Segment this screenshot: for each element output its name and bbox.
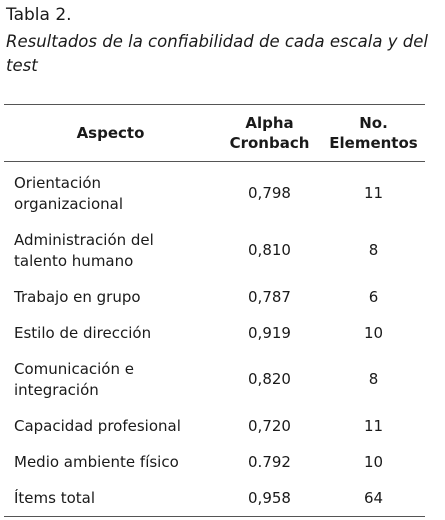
header-no-elementos: [322, 105, 425, 162]
header-aspecto-text: Aspecto: [76, 124, 145, 142]
header-row: [4, 105, 425, 162]
cell-aspecto: Ítems total: [14, 488, 96, 507]
header-aspecto: [4, 105, 217, 162]
cell-alpha: 0,820: [248, 370, 291, 388]
cell-elementos: 6: [368, 287, 379, 306]
table-title: Resultados de la confiabilidad de cada escala y del test: [6, 32, 428, 75]
header-alpha-line2: Cronbach: [229, 134, 310, 152]
cell-elementos: 11: [363, 184, 384, 202]
header-elem-line2: Elementos: [329, 134, 418, 152]
header-elem-line1: No.: [359, 114, 388, 132]
cell-elementos: 8: [368, 370, 379, 388]
header-alpha-cronbach: [217, 105, 322, 162]
cell-alpha: 0,810: [248, 241, 291, 259]
aspecto-line1: Administración del: [14, 230, 154, 249]
cell-aspecto: Capacidad profesional: [14, 416, 181, 435]
cell-aspecto: Medio ambiente físico: [14, 452, 179, 471]
table-row-total: [4, 480, 425, 517]
table-label: Tabla 2.: [6, 5, 72, 25]
table-header: [4, 105, 425, 162]
cell-aspecto: [4, 162, 217, 223]
aspecto-line2: integración: [14, 380, 99, 399]
table-row: [4, 222, 425, 279]
cell-alpha: 0,787: [248, 287, 291, 306]
cell-alpha: 0,958: [248, 488, 291, 507]
cell-alpha: 0.792: [248, 452, 291, 471]
cell-alpha: 0,919: [248, 323, 291, 342]
cell-aspecto: [4, 222, 217, 279]
cell-elementos: 64: [363, 488, 384, 507]
table-row: [4, 408, 425, 444]
table-row: [4, 279, 425, 315]
aspecto-line1: Orientación: [14, 173, 102, 192]
table-row: [4, 315, 425, 351]
table-row: [4, 351, 425, 408]
cell-alpha: 0,798: [248, 184, 291, 202]
cell-elementos: 10: [363, 452, 384, 471]
reliability-table-container: [4, 104, 425, 517]
cell-aspecto: Estilo de dirección: [14, 323, 152, 342]
aspecto-line2: talento humano: [14, 251, 134, 270]
table-row: [4, 162, 425, 223]
cell-aspecto: Trabajo en grupo: [14, 287, 141, 306]
cell-aspecto: [4, 351, 217, 408]
table-row: [4, 444, 425, 480]
aspecto-line2: organizacional: [14, 194, 123, 213]
cell-alpha: 0,720: [248, 416, 291, 435]
reliability-table: [4, 104, 425, 517]
cell-elementos: 10: [363, 323, 384, 342]
cell-elementos: 8: [368, 241, 379, 259]
table-body: [4, 162, 425, 517]
aspecto-line1: Comunicación e: [14, 359, 134, 378]
header-alpha-line1: Alpha: [245, 114, 294, 132]
cell-elementos: 11: [363, 416, 384, 435]
